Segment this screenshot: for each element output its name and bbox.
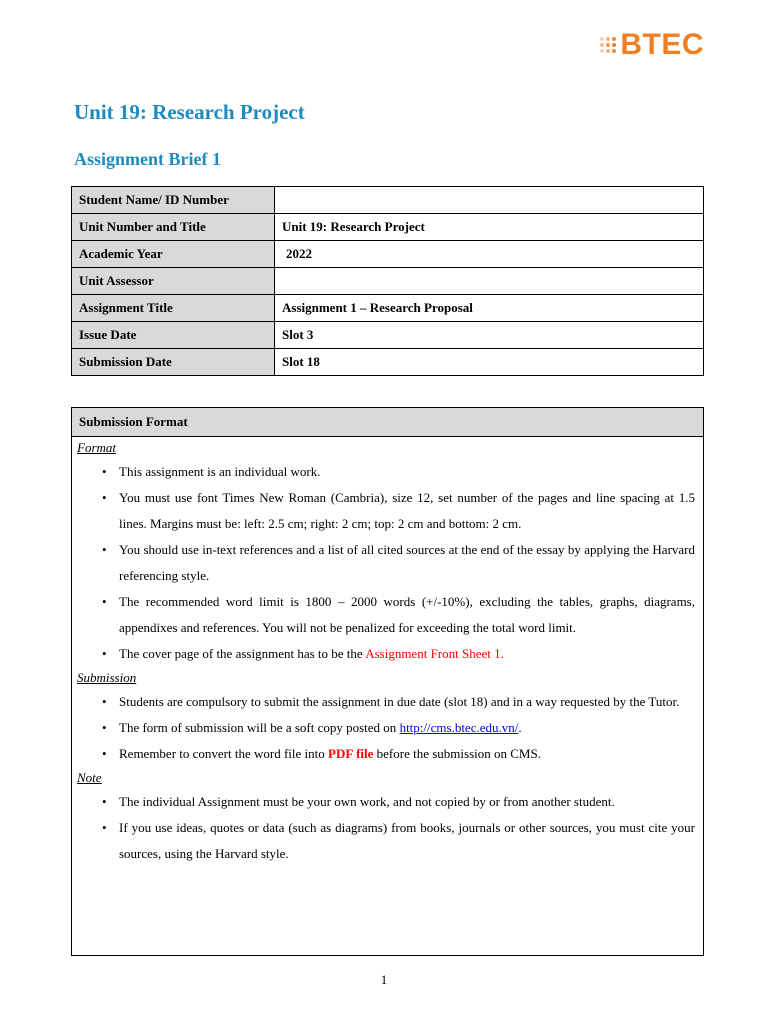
row-value <box>275 187 704 214</box>
assignment-info-table <box>71 186 704 376</box>
list-item <box>75 641 695 667</box>
list-item: • The recommended word limit is 1800 – 2000 words (+/-10%), excluding the tables, graphs, diagrams, appendixes and references. You will not be penalized for exceeding the total word limit. <box>75 589 695 641</box>
table-row <box>72 241 704 268</box>
cover-suffix: . <box>500 646 504 661</box>
row-label: Student Name/ ID Number <box>72 187 275 214</box>
row-value: Assignment 1 – Research Proposal <box>275 295 704 322</box>
soft-copy-suffix: . <box>518 720 522 735</box>
list-item <box>75 741 695 767</box>
row-value: Unit 19: Research Project <box>275 214 704 241</box>
logo-text: BTEC <box>620 28 704 61</box>
list-item: • Students are compulsory to submit the assignment in due date (slot 18) and in a way requested by the Tutor. <box>75 689 695 715</box>
row-label: Unit Number and Title <box>72 214 275 241</box>
page-subtitle: Assignment Brief 1 <box>74 149 221 169</box>
list-item: • The individual Assignment must be your own work, and not copied by or from another student. <box>75 789 695 815</box>
submission-format-box <box>71 407 704 956</box>
submission-format-header: Submission Format <box>72 408 703 437</box>
page-title: Unit 19: Research Project <box>74 100 305 124</box>
cover-text: The cover page of the assignment has to be the <box>119 646 366 661</box>
submission-format-body <box>72 437 703 867</box>
table-row <box>72 349 704 376</box>
row-label: Issue Date <box>72 322 275 349</box>
format-list <box>75 459 695 667</box>
row-label: Academic Year <box>72 241 275 268</box>
list-item: • This assignment is an individual work. <box>75 459 695 485</box>
format-label: Format <box>77 440 116 455</box>
note-list <box>75 789 695 867</box>
list-item: • If you use ideas, quotes or data (such as diagrams) from books, journals or other sources, you must cite your sources, using the Harvard style. <box>75 815 695 867</box>
page-number: 1 <box>380 972 388 987</box>
logo-dots-icon <box>600 37 616 53</box>
pdf-file-highlight: PDF file <box>328 746 374 761</box>
table-row <box>72 268 704 295</box>
submission-label: Submission <box>77 670 137 685</box>
btec-logo <box>600 30 704 60</box>
soft-copy-text: The form of submission will be a soft copy posted on <box>119 720 400 735</box>
note-label: Note <box>77 770 102 785</box>
row-value: Slot 18 <box>275 349 704 376</box>
table-row <box>72 187 704 214</box>
row-value: Slot 3 <box>275 322 704 349</box>
cms-link[interactable]: http://cms.btec.edu.vn/ <box>399 720 519 735</box>
list-item: • You should use in-text references and a list of all cited sources at the end of the essay by applying the Harvard referencing style. <box>75 537 695 589</box>
list-item <box>75 715 695 741</box>
row-label: Submission Date <box>72 349 275 376</box>
pdf-suffix: before the submission on CMS. <box>373 746 541 761</box>
row-value: 2022 <box>275 241 704 268</box>
submission-list <box>75 689 695 767</box>
pdf-text: Remember to convert the word file into <box>119 746 329 761</box>
table-row <box>72 322 704 349</box>
row-label: Assignment Title <box>72 295 275 322</box>
list-item: • You must use font Times New Roman (Cambria), size 12, set number of the pages and line spacing at 1.5 lines. Margins must be: left: 2.5 cm; right: 2 cm; top: 2 cm and bottom: 2 cm. <box>75 485 695 537</box>
front-sheet-reference: Assignment Front Sheet 1 <box>365 646 501 661</box>
table-row <box>72 214 704 241</box>
row-value <box>275 268 704 295</box>
row-label: Unit Assessor <box>72 268 275 295</box>
table-row <box>72 295 704 322</box>
